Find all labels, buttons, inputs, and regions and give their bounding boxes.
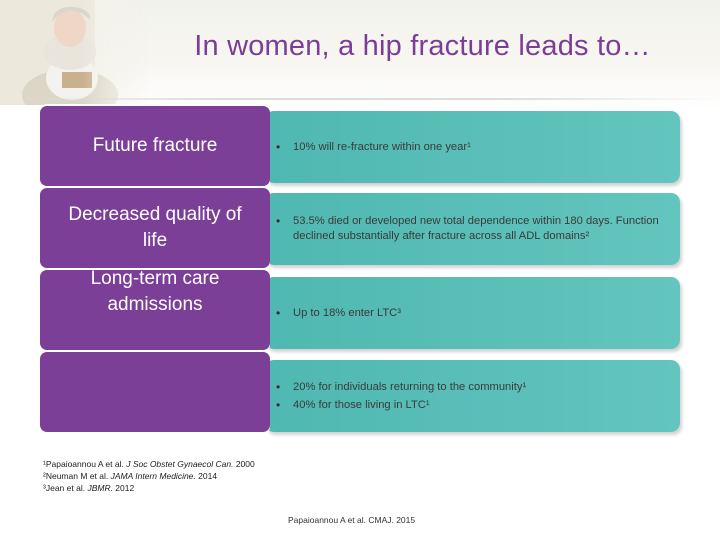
bullet-item: • Up to 18% enter LTC³ [293,306,401,321]
bullet-item: • 53.5% died or developed new total dependence within 180 days. Function declined substantially after fracture across all ADL domains² [293,214,670,244]
row-3-detail-box [265,277,680,349]
row-3-category-box [40,270,270,350]
row-3-bullets [265,306,411,321]
row-4-bullets [265,380,536,413]
row-1-detail-box [265,111,680,183]
row-2-detail-box [265,193,680,265]
elderly-woman-illustration [0,0,150,105]
category-label-quality-of-life: Decreased quality of life [68,204,242,251]
row-2-bullets [265,214,680,244]
category-label-future-fracture: Future fracture [92,135,218,156]
title-divider [0,98,720,100]
references [43,458,255,494]
row-4-category-box [40,352,270,432]
reference-item: ³Jean et al. JBMR. 2012 [43,483,135,493]
row-2-category-box [40,188,270,268]
row-4-detail-box [265,360,680,432]
bullet-item: • 10% will re-fracture within one year¹ [293,140,471,155]
reference-item: ¹Papaioannou A et al. J Soc Obstet Gynaecol Can. 2000 [43,459,255,469]
category-label-long-term-care: Long-term care admissions [90,268,220,315]
row-1-category-box [40,106,270,186]
slide-title: In women, a hip fracture leads to… [194,30,651,62]
source-citation: Papaioannou A et al. CMAJ. 2015 [288,515,416,525]
bullet-item: • 20% for individuals returning to the community¹ [293,380,526,395]
elderly-woman-photo [0,0,150,105]
reference-item: ²Neuman M et al. JAMA Intern Medicine. 2014 [43,471,218,481]
bullet-item: • 40% for those living in LTC¹ [293,398,526,413]
row-1-bullets [265,140,481,155]
